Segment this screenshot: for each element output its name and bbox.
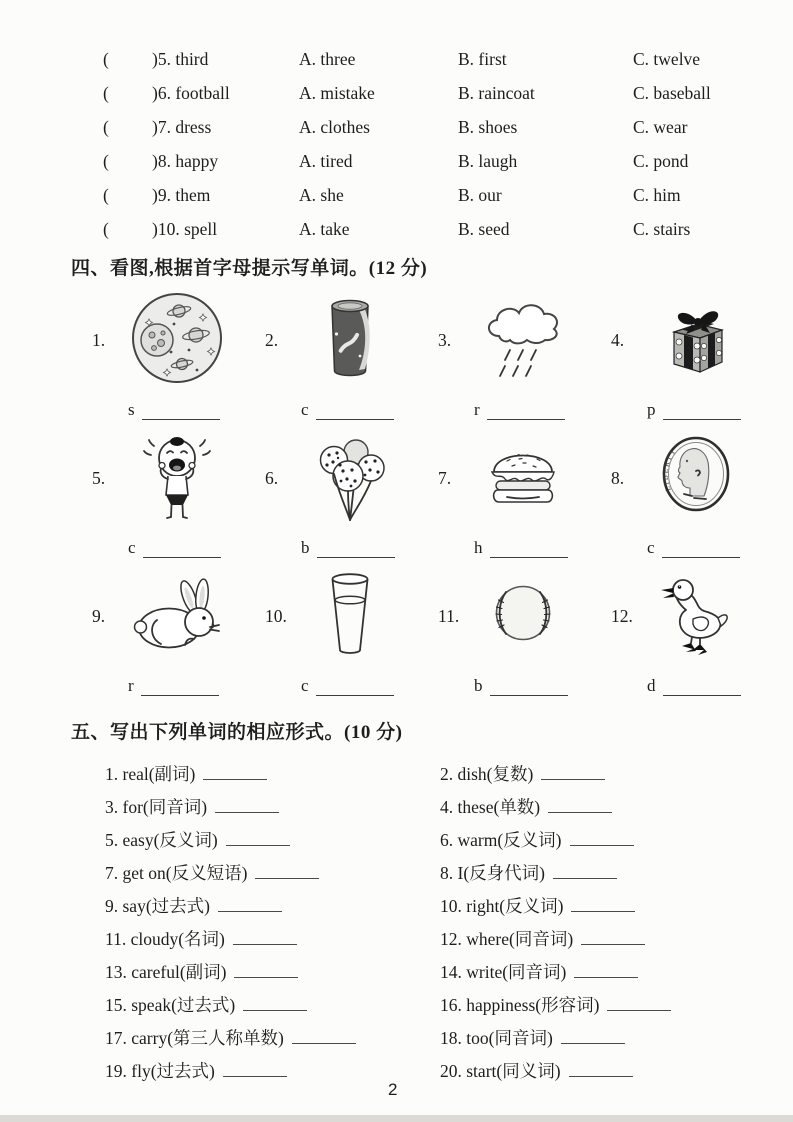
mc-row <box>0 212 793 246</box>
answer-blank <box>490 542 568 558</box>
item-number: 6. <box>265 467 279 488</box>
question-word: )5. third <box>152 48 209 69</box>
hint-letter: c <box>647 538 655 557</box>
answer-blank <box>541 765 605 780</box>
word-form-item: 1. real(副词) <box>105 758 440 791</box>
hint-letter: b <box>301 538 310 557</box>
answer-blank <box>663 404 741 420</box>
word-form-item: 5. easy(反义词) <box>105 824 440 857</box>
mc-row <box>0 178 793 212</box>
mc-row <box>0 42 793 76</box>
option-a: A. clothes <box>299 116 370 137</box>
answer-blank <box>487 404 565 420</box>
answer-bracket: ( <box>103 48 109 69</box>
hint-letter: r <box>128 676 134 695</box>
word-form-item: 6. warm(反义词) <box>440 824 793 857</box>
hint-letter: c <box>301 676 309 695</box>
item-number: 7. <box>438 467 452 488</box>
word-form-item: 9. say(过去式) <box>105 890 440 923</box>
answer-blank <box>316 404 394 420</box>
item-number: 1. <box>92 329 106 350</box>
option-b: B. first <box>458 48 507 69</box>
matching-section <box>0 0 793 246</box>
answer-bracket: ( <box>103 150 109 171</box>
option-b: B. seed <box>458 218 510 239</box>
answer-blank <box>226 831 290 846</box>
word-form-item: 13. careful(副词) <box>105 956 440 989</box>
picture-item <box>438 426 611 564</box>
item-number: 10. <box>265 605 287 626</box>
baseball-icon <box>471 566 575 666</box>
answer-blank <box>234 963 298 978</box>
question-word: )7. dress <box>152 116 212 137</box>
option-a: A. tired <box>299 150 353 171</box>
crying-baby-icon <box>125 428 229 528</box>
answer-blank <box>142 404 220 420</box>
picture-item <box>92 564 265 702</box>
question-word: )10. spell <box>152 218 218 239</box>
option-c: C. stairs <box>633 218 691 239</box>
picture-item <box>611 288 784 426</box>
answer-blank <box>317 542 395 558</box>
picture-item <box>438 564 611 702</box>
picture-item <box>92 426 265 564</box>
page-number: 2 <box>388 1080 398 1099</box>
answer-blank <box>243 996 307 1011</box>
rain-cloud-icon <box>471 290 575 390</box>
item-number: 2. <box>265 329 279 350</box>
option-a: A. take <box>299 218 350 239</box>
word-form-item: 10. right(反义词) <box>440 890 793 923</box>
option-c: C. pond <box>633 150 689 171</box>
svg-text:LIBERTY: LIBERTY <box>660 445 679 493</box>
word-form-item: 8. I(反身代词) <box>440 857 793 890</box>
word-form-item: 14. write(同音词) <box>440 956 793 989</box>
word-form-item: 2. dish(复数) <box>440 758 793 791</box>
answer-blank <box>570 831 634 846</box>
option-c: C. baseball <box>633 82 711 103</box>
picture-item <box>265 288 438 426</box>
item-number: 9. <box>92 605 106 626</box>
picture-item <box>611 426 784 564</box>
answer-blank <box>218 897 282 912</box>
option-b: B. laugh <box>458 150 518 171</box>
picture-item <box>265 564 438 702</box>
option-c: C. wear <box>633 116 688 137</box>
answer-blank <box>141 680 219 696</box>
answer-blank <box>569 1062 633 1077</box>
picture-item <box>265 426 438 564</box>
answer-blank <box>581 930 645 945</box>
option-b: B. shoes <box>458 116 518 137</box>
word-form-item: 17. carry(第三人称单数) <box>105 1022 440 1055</box>
answer-blank <box>663 680 741 696</box>
cup-of-water-icon <box>298 566 402 666</box>
picture-grid <box>0 288 793 702</box>
answer-blank <box>553 864 617 879</box>
answer-blank <box>662 542 740 558</box>
answer-blank <box>233 930 297 945</box>
item-number: 11. <box>438 605 460 626</box>
hint-letter: c <box>301 400 309 419</box>
answer-blank <box>223 1062 287 1077</box>
hint-letter: p <box>647 400 656 419</box>
answer-bracket: ( <box>103 184 109 205</box>
balloons-icon <box>298 428 402 528</box>
hamburger-icon <box>471 428 575 528</box>
answer-bracket: ( <box>103 218 109 239</box>
answer-blank <box>574 963 638 978</box>
word-form-item: 19. fly(过去式) <box>105 1055 440 1088</box>
hint-letter: d <box>647 676 656 695</box>
answer-blank <box>203 765 267 780</box>
option-c: C. twelve <box>633 48 701 69</box>
picture-item <box>611 564 784 702</box>
answer-blank <box>571 897 635 912</box>
word-form-item: 3. for(同音词) <box>105 791 440 824</box>
space-icon <box>125 290 229 390</box>
answer-blank <box>607 996 671 1011</box>
word-form-item: 11. cloudy(名词) <box>105 923 440 956</box>
coin-icon <box>644 428 748 528</box>
word-form-item: 18. too(同音词) <box>440 1022 793 1055</box>
question-word: )8. happy <box>152 150 219 171</box>
present-icon <box>644 290 748 390</box>
question-word: )9. them <box>152 184 211 205</box>
answer-blank <box>215 798 279 813</box>
item-number: 8. <box>611 467 625 488</box>
word-form-item: 7. get on(反义短语) <box>105 857 440 890</box>
option-a: A. three <box>299 48 356 69</box>
word-form-item: 12. where(同音词) <box>440 923 793 956</box>
rabbit-icon <box>125 566 229 666</box>
answer-blank <box>143 542 221 558</box>
answer-blank <box>548 798 612 813</box>
item-number: 3. <box>438 329 452 350</box>
word-form-item: 20. start(同义词) <box>440 1055 793 1088</box>
answer-blank <box>316 680 394 696</box>
section5-heading: 五、写出下列单词的相应形式。(10 分) <box>71 722 403 743</box>
question-word: )6. football <box>152 82 230 103</box>
answer-blank <box>292 1029 356 1044</box>
answer-bracket: ( <box>103 82 109 103</box>
word-form-item: 15. speak(过去式) <box>105 989 440 1022</box>
answer-bracket: ( <box>103 116 109 137</box>
section4-heading: 四、看图,根据首字母提示写单词。(12 分) <box>71 258 428 279</box>
option-b: B. raincoat <box>458 82 535 103</box>
item-number: 12. <box>611 605 633 626</box>
option-a: A. she <box>299 184 344 205</box>
duck-icon <box>644 566 748 666</box>
item-number: 5. <box>92 467 106 488</box>
cola-can-icon <box>298 290 402 390</box>
option-c: C. him <box>633 184 681 205</box>
answer-blank <box>490 680 568 696</box>
word-form-list <box>0 758 793 1088</box>
picture-item <box>92 288 265 426</box>
answer-blank <box>255 864 319 879</box>
scan-edge-shadow <box>0 1115 793 1122</box>
word-form-item: 16. happiness(形容词) <box>440 989 793 1022</box>
hint-letter: b <box>474 676 483 695</box>
mc-row <box>0 144 793 178</box>
mc-row <box>0 110 793 144</box>
picture-item <box>438 288 611 426</box>
hint-letter: s <box>128 400 135 419</box>
item-number: 4. <box>611 329 625 350</box>
option-b: B. our <box>458 184 502 205</box>
hint-letter: h <box>474 538 483 557</box>
mc-row <box>0 76 793 110</box>
answer-blank <box>561 1029 625 1044</box>
hint-letter: c <box>128 538 136 557</box>
option-a: A. mistake <box>299 82 375 103</box>
hint-letter: r <box>474 400 480 419</box>
word-form-item: 4. these(单数) <box>440 791 793 824</box>
